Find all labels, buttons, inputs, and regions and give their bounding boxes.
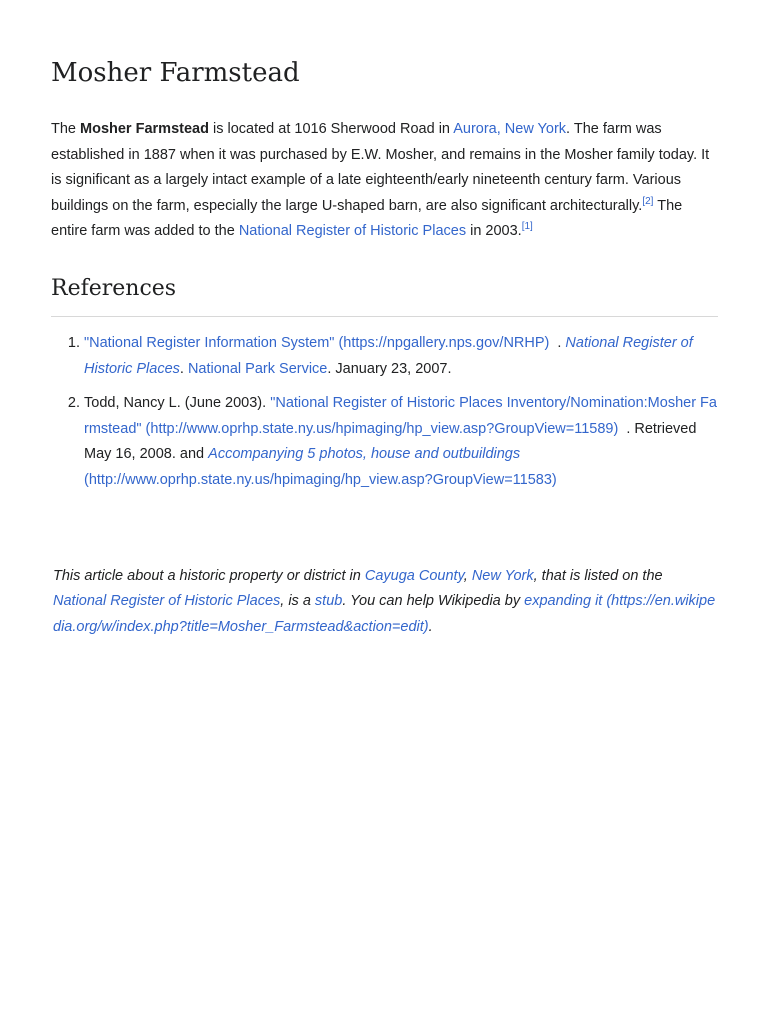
nris-link[interactable]: "National Register Information System" (https://npgallery.nps.gov/NRHP): [84, 334, 550, 351]
cayuga-county-link[interactable]: Cayuga County: [364, 567, 464, 584]
ref-text: .: [179, 360, 188, 377]
nrhp-link[interactable]: National Register of Historic Places: [238, 223, 467, 240]
lead-paragraph: [51, 117, 718, 245]
ref-text: Todd, Nancy L. (June 2003).: [84, 395, 271, 412]
lead-text: The entire farm was added to the: [51, 197, 683, 240]
new-york-link[interactable]: New York: [471, 567, 534, 584]
stub-text: ,: [463, 567, 472, 584]
stub-text: This article about a historic property or district in: [53, 567, 365, 584]
citation-1-link[interactable]: [1]: [521, 221, 533, 233]
photos-url-link[interactable]: (http://www.oprhp.state.ny.us/hpimaging/hp_view.asp?GroupView=11583): [84, 471, 557, 488]
lead-bold-title: Mosher Farmstead: [80, 121, 209, 137]
citation-2-link[interactable]: [2]: [642, 195, 654, 207]
nrhp-stub-link[interactable]: National Register of Historic Places: [53, 593, 281, 610]
references-list: [51, 331, 718, 494]
nps-link[interactable]: National Park Service: [187, 360, 328, 377]
stub-text: , is a: [280, 593, 315, 610]
ref-text: .: [557, 334, 566, 351]
ref-text: . Retrieved May 16, 2008. and: [84, 420, 697, 463]
lead-text: is located at 1016 Sherwood Road in: [208, 121, 454, 137]
stub-link[interactable]: stub: [314, 593, 343, 610]
lead-text: . The farm was established in 1887 when it was purchased by E.W. Mosher, and remains in the Mosher family today. It is significant as a largely intact example of a late eighteenth/early nineteenth century farm. Various buildings on the farm, especially the large U-shaped barn, are also significant architecturally.: [51, 121, 710, 214]
references-heading: References: [51, 276, 718, 317]
page-title: Mosher Farmstead: [51, 58, 300, 88]
nomination-link[interactable]: "National Register of Historic Places Inventory/Nomination:Mosher Farmstead" (http://www.oprhp.state.ny.us/hpimaging/hp_view.asp?GroupView=11589): [84, 395, 717, 437]
lead-text: The: [51, 121, 81, 137]
expand-link[interactable]: expanding it (https://en.wikipedia.org/w/index.php?title=Mosher_Farmstead&action=edit): [53, 593, 716, 635]
nrhp-ref-link[interactable]: National Register of Historic Places: [84, 334, 693, 377]
stub-text: , that is listed on the: [533, 567, 663, 584]
stub-text: .: [428, 618, 433, 635]
photos-link[interactable]: Accompanying 5 photos, house and outbuildings: [208, 446, 521, 463]
stub-notice: [53, 564, 718, 641]
reference-item-1: [84, 331, 718, 382]
reference-item-2: [84, 391, 718, 493]
lead-text: in 2003.: [466, 223, 522, 240]
aurora-link[interactable]: Aurora, New York: [453, 121, 567, 137]
ref-text: . January 23, 2007.: [327, 360, 452, 377]
stub-text: . You can help Wikipedia by: [342, 593, 525, 610]
